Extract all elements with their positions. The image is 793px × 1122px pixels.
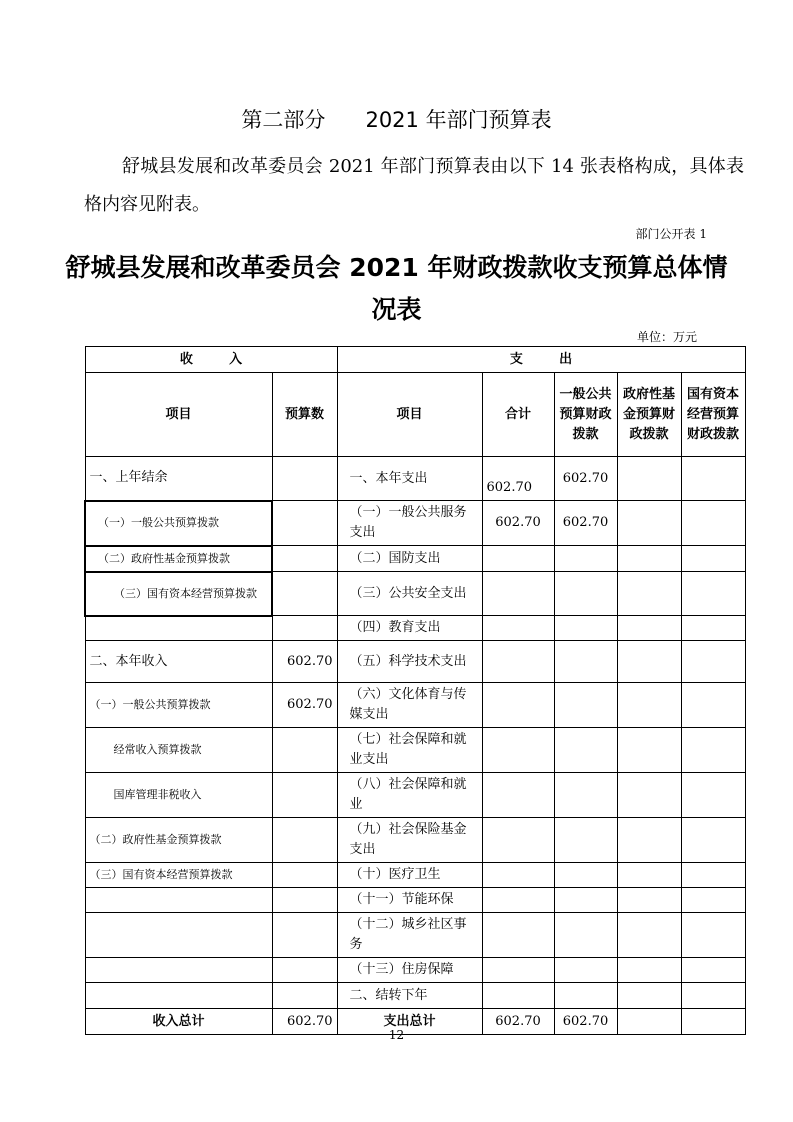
section-title: 第二部分 2021 年部门预算表 <box>241 108 552 132</box>
table-row <box>85 572 745 616</box>
expense-total-cell <box>482 616 554 641</box>
expense-item-cell: （七）社会保障和就业支出 <box>337 728 482 773</box>
expense-fund-cell <box>617 888 681 913</box>
expense-total-cell <box>482 818 554 863</box>
expense-fund-cell <box>617 818 681 863</box>
income-total-label: 收入总计 <box>85 1009 272 1035</box>
expense-general-cell <box>554 773 617 818</box>
expense-general-cell <box>554 641 617 683</box>
expense-general-total: 602.70 <box>554 1009 617 1035</box>
expense-total-cell <box>482 983 554 1009</box>
expense-general-cell: 602.70 <box>554 457 617 501</box>
expense-general-cell <box>554 546 617 572</box>
expense-fund-cell <box>617 983 681 1009</box>
income-value-cell <box>272 773 337 818</box>
expense-fund-cell <box>617 546 681 572</box>
income-total-value: 602.70 <box>272 1009 337 1035</box>
income-item-cell: （二）政府性基金预算拨款 <box>85 818 272 863</box>
col-total: 合计 <box>482 373 554 457</box>
expense-total-cell <box>482 683 554 728</box>
expense-item-cell: （十三）住房保障 <box>337 958 482 983</box>
income-header: 收 入 <box>85 347 337 373</box>
expense-item-cell: （十二）城乡社区事务 <box>337 913 482 958</box>
table-row <box>85 773 745 818</box>
page-number: 12 <box>388 1028 405 1042</box>
expense-state-cell <box>681 616 745 641</box>
expense-fund-cell <box>617 913 681 958</box>
header-row-top <box>85 347 745 373</box>
income-value-cell <box>272 728 337 773</box>
income-value-cell <box>272 616 337 641</box>
income-value-cell <box>272 501 337 546</box>
expense-total-cell <box>482 913 554 958</box>
table-number: 部门公开表 1 <box>635 227 707 241</box>
expense-total-cell <box>482 572 554 616</box>
expense-item-cell: （三）公共安全支出 <box>337 572 482 616</box>
table-row <box>85 863 745 888</box>
income-item-cell: （三）国有资本经营预算拨款 <box>85 572 272 616</box>
expense-state-cell <box>681 863 745 888</box>
table-row <box>85 913 745 958</box>
expense-fund-cell <box>617 501 681 546</box>
budget-table <box>84 346 746 1035</box>
income-item-cell <box>85 616 272 641</box>
expense-total-cell <box>482 773 554 818</box>
expense-state-cell <box>681 501 745 546</box>
col-fund: 政府性基金预算财政拨款 <box>617 373 681 457</box>
expense-item-cell: （二）国防支出 <box>337 546 482 572</box>
income-value-cell: 602.70 <box>272 683 337 728</box>
table-row <box>85 616 745 641</box>
income-value-cell <box>272 863 337 888</box>
expense-state-cell <box>681 773 745 818</box>
expense-fund-cell <box>617 863 681 888</box>
income-item-cell <box>85 913 272 958</box>
expense-item-cell: （四）教育支出 <box>337 616 482 641</box>
expense-state-cell <box>681 683 745 728</box>
table-row <box>85 958 745 983</box>
table-row <box>85 501 745 546</box>
expense-item-cell: （一）一般公共服务支出 <box>337 501 482 546</box>
expense-general-cell <box>554 616 617 641</box>
expense-total-label: 支出总计 <box>337 1009 482 1035</box>
col-income-budget: 预算数 <box>272 373 337 457</box>
expense-total-cell <box>482 888 554 913</box>
expense-general-cell <box>554 863 617 888</box>
income-value-cell <box>272 983 337 1009</box>
expense-fund-cell <box>617 683 681 728</box>
expense-item-cell: （八）社会保障和就业 <box>337 773 482 818</box>
expense-header: 支 出 <box>337 347 745 373</box>
expense-total-cell: 602.70 <box>482 501 554 546</box>
table-row <box>85 728 745 773</box>
expense-total-cell <box>482 863 554 888</box>
table-title: 舒城县发展和改革委员会 2021 年财政拨款收支预算总体情况表 <box>65 253 728 324</box>
table-row <box>85 983 745 1009</box>
expense-general-cell: 602.70 <box>554 501 617 546</box>
expense-state-cell <box>681 641 745 683</box>
expense-item-cell: （十一）节能环保 <box>337 888 482 913</box>
table-row <box>85 818 745 863</box>
expense-fund-cell <box>617 728 681 773</box>
income-value-cell <box>272 572 337 616</box>
income-item-cell <box>85 958 272 983</box>
income-item-cell <box>85 888 272 913</box>
table-row <box>85 457 745 501</box>
expense-fund-cell <box>617 641 681 683</box>
unit-label: 单位：万元 <box>636 330 697 344</box>
table-row <box>85 683 745 728</box>
expense-state-cell <box>681 958 745 983</box>
col-state: 国有资本经营预算财政拨款 <box>681 373 745 457</box>
income-value-cell <box>272 888 337 913</box>
expense-state-cell <box>681 728 745 773</box>
expense-general-cell <box>554 888 617 913</box>
intro-paragraph: 舒城县发展和改革委员会 2021 年部门预算表由以下 14 张表格构成，具体表格内容见附表。 <box>84 156 744 215</box>
income-value-cell <box>272 818 337 863</box>
expense-state-cell <box>681 572 745 616</box>
header-row-columns <box>85 373 745 457</box>
expense-state-cell <box>681 818 745 863</box>
expense-state-cell <box>681 546 745 572</box>
income-item-cell: 二、本年收入 <box>85 641 272 683</box>
income-item-cell: （二）政府性基金预算拨款 <box>85 546 272 572</box>
income-item-cell: （一）一般公共预算拨款 <box>85 683 272 728</box>
expense-general-cell <box>554 983 617 1009</box>
expense-item-cell: （十）医疗卫生 <box>337 863 482 888</box>
table-row <box>85 641 745 683</box>
expense-item-cell: 一、本年支出 <box>337 457 482 501</box>
income-item-cell <box>85 983 272 1009</box>
income-item-cell: 一、上年结余 <box>85 457 272 501</box>
expense-general-cell <box>554 683 617 728</box>
expense-general-cell <box>554 958 617 983</box>
col-income-item: 项目 <box>85 373 272 457</box>
expense-fund-cell <box>617 457 681 501</box>
expense-total-value: 602.70 <box>482 1009 554 1035</box>
income-item-cell: 国库管理非税收入 <box>85 773 272 818</box>
col-expense-item: 项目 <box>337 373 482 457</box>
expense-state-cell <box>681 983 745 1009</box>
expense-state-cell <box>681 457 745 501</box>
expense-general-cell <box>554 818 617 863</box>
expense-fund-cell <box>617 572 681 616</box>
expense-item-cell: 二、结转下年 <box>337 983 482 1009</box>
expense-state-cell <box>681 913 745 958</box>
expense-state-cell <box>681 888 745 913</box>
expense-fund-cell <box>617 958 681 983</box>
expense-general-cell <box>554 728 617 773</box>
expense-total-cell <box>482 958 554 983</box>
expense-total-cell <box>482 728 554 773</box>
income-value-cell <box>272 546 337 572</box>
income-value-cell <box>272 913 337 958</box>
expense-general-cell <box>554 572 617 616</box>
expense-fund-cell <box>617 616 681 641</box>
income-item-cell: （三）国有资本经营预算拨款 <box>85 863 272 888</box>
table-row <box>85 888 745 913</box>
income-value-cell: 602.70 <box>272 641 337 683</box>
expense-total-cell <box>482 641 554 683</box>
expense-general-cell <box>554 913 617 958</box>
expense-item-cell: （五）科学技术支出 <box>337 641 482 683</box>
expense-total-cell <box>482 546 554 572</box>
table-row <box>85 546 745 572</box>
expense-item-cell: （六）文化体育与传媒支出 <box>337 683 482 728</box>
income-value-cell <box>272 958 337 983</box>
expense-item-cell: （九）社会保险基金支出 <box>337 818 482 863</box>
expense-fund-cell <box>617 773 681 818</box>
income-item-cell: （一）一般公共预算拨款 <box>85 501 272 546</box>
col-general: 一般公共预算财政拨款 <box>554 373 617 457</box>
expense-total-cell: 602.70 <box>482 457 554 501</box>
income-item-cell: 经常收入预算拨款 <box>85 728 272 773</box>
income-value-cell <box>272 457 337 501</box>
